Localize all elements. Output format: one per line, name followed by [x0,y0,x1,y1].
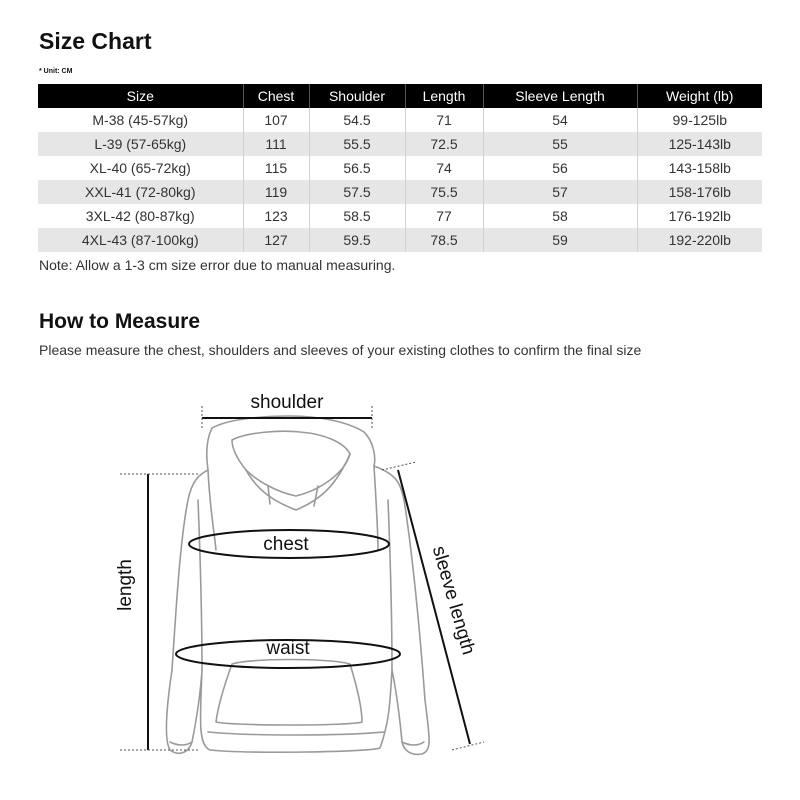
waist-label: waist [266,638,310,659]
size-table [38,84,762,252]
table-cell: 4XL-43 (87-100kg) [38,228,243,252]
table-cell: 58.5 [309,204,405,228]
table-cell: M-38 (45-57kg) [38,108,243,132]
column-header: Length [405,84,483,108]
table-cell: 127 [243,228,309,252]
size-note: Note: Allow a 1-3 cm size error due to manual measuring. [39,257,396,273]
table-cell: 57.5 [309,180,405,204]
measure-diagram [0,370,800,800]
table-cell: 56.5 [309,156,405,180]
sleeve-length-label: sleeve length [427,543,479,658]
hoodie-outline-icon [166,416,429,754]
table-cell: 54.5 [309,108,405,132]
column-header: Size [38,84,243,108]
table-cell: 57 [483,180,637,204]
column-header: Sleeve Length [483,84,637,108]
table-row [38,204,762,228]
table-row [38,180,762,204]
table-row [38,108,762,132]
table-cell: 119 [243,180,309,204]
table-cell: XL-40 (65-72kg) [38,156,243,180]
table-cell: 75.5 [405,180,483,204]
unit-label: * Unit: CM [39,68,73,75]
table-cell: 72.5 [405,132,483,156]
column-header: Weight (lb) [637,84,762,108]
chest-label: chest [263,534,309,555]
column-header: Chest [243,84,309,108]
how-to-measure-title: How to Measure [39,310,201,333]
table-cell: XXL-41 (72-80kg) [38,180,243,204]
table-cell: 143-158lb [637,156,762,180]
table-cell: 54 [483,108,637,132]
table-row [38,132,762,156]
table-cell: 56 [483,156,637,180]
table-cell: 176-192lb [637,204,762,228]
table-cell: 3XL-42 (80-87kg) [38,204,243,228]
table-cell: 192-220lb [637,228,762,252]
table-header-row [38,84,762,108]
table-cell: 59.5 [309,228,405,252]
table-cell: 59 [483,228,637,252]
table-cell: 111 [243,132,309,156]
table-row [38,228,762,252]
table-cell: 55 [483,132,637,156]
table-row [38,156,762,180]
table-cell: 115 [243,156,309,180]
table-cell: L-39 (57-65kg) [38,132,243,156]
table-cell: 77 [405,204,483,228]
how-to-measure-subtitle: Please measure the chest, shoulders and sleeves of your existing clothes to confirm the final size [39,342,642,358]
table-cell: 107 [243,108,309,132]
table-cell: 158-176lb [637,180,762,204]
column-header: Shoulder [309,84,405,108]
table-cell: 78.5 [405,228,483,252]
table-cell: 58 [483,204,637,228]
size-chart-title: Size Chart [39,28,152,54]
table-cell: 99-125lb [637,108,762,132]
table-cell: 125-143lb [637,132,762,156]
table-cell: 74 [405,156,483,180]
table-cell: 55.5 [309,132,405,156]
table-cell: 123 [243,204,309,228]
table-cell: 71 [405,108,483,132]
shoulder-label: shoulder [250,392,324,413]
length-label: length [115,559,136,611]
